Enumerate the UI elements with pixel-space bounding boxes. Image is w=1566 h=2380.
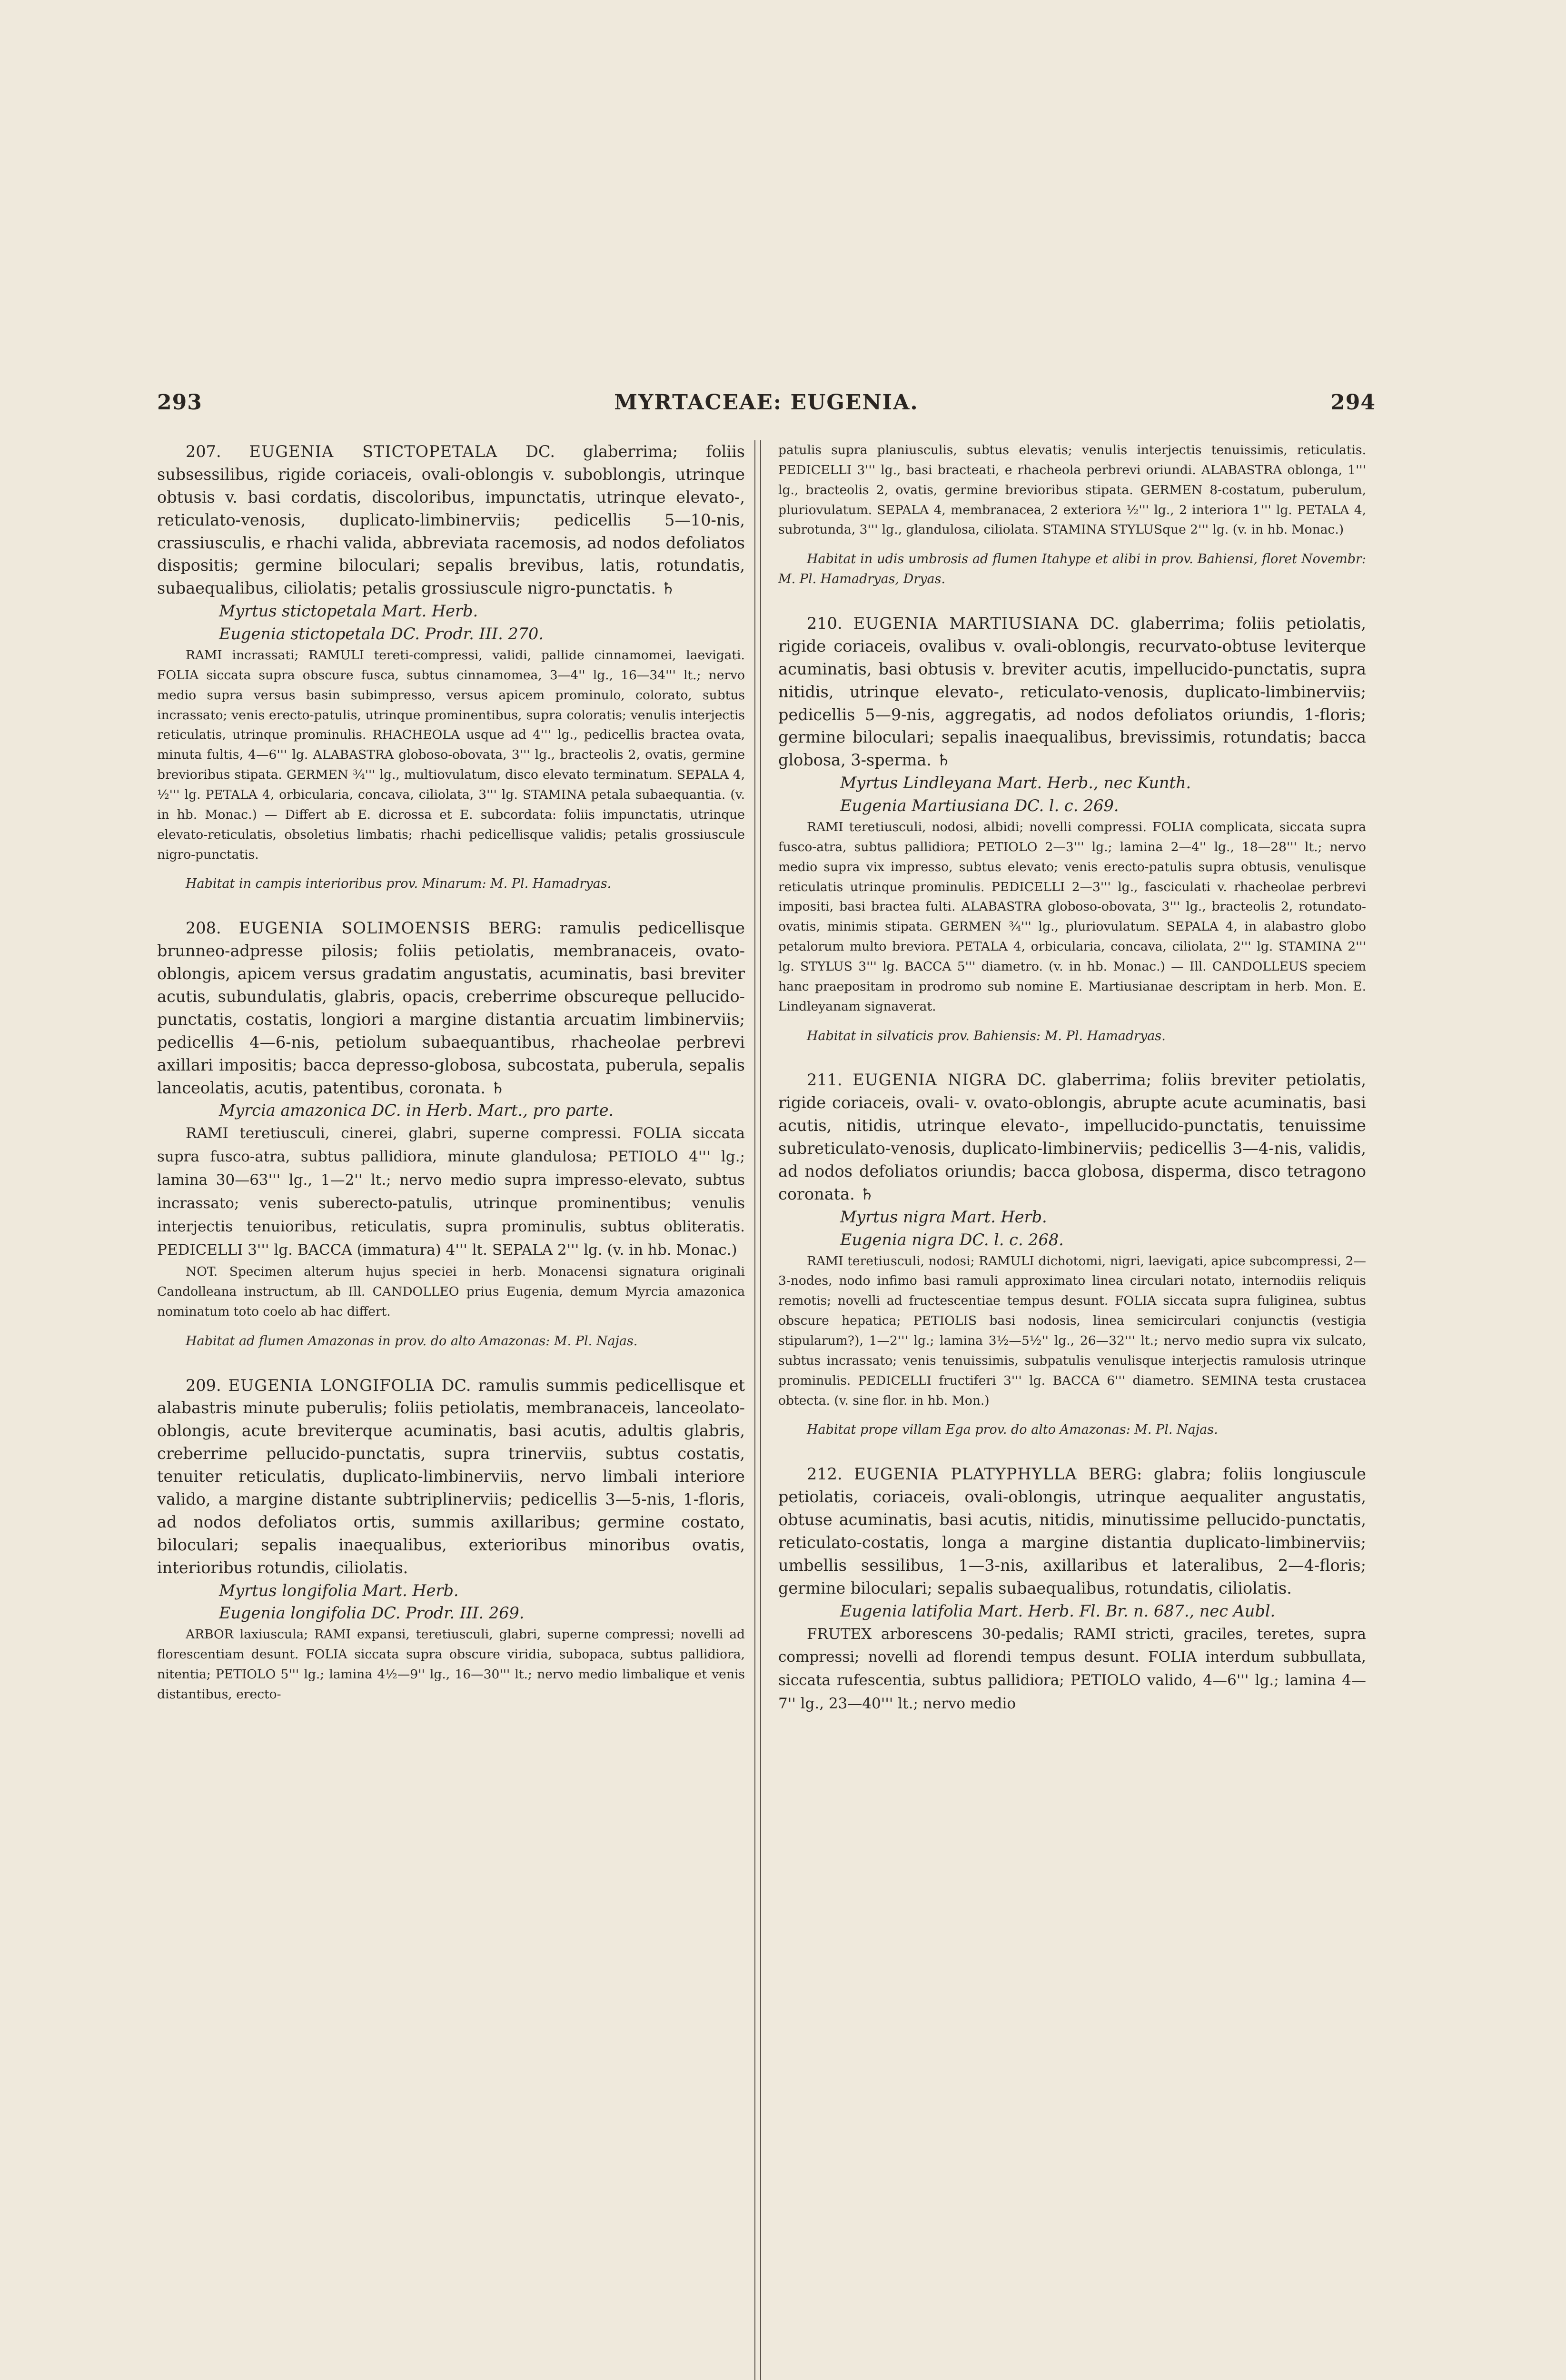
synonym: Eugenia latifolia Mart. Herb. Fl. Br. n. 687., nec Aubl.	[840, 1601, 1276, 1620]
species-entry-212	[778, 1463, 1366, 1599]
species-diagnosis: glaberrima; foliis subsessilibus, rigide coriaceis, ovali-oblongis v. suboblongis, utrinque obtusis v. basi cordatis, discoloribus, impunctatis, utrinque elevato-, reticulato-venosis, duplicato-limbinerviis; pedicellis 5—10-nis, crassiusculis, e rhachi valida, abbreviata racemosis, ad nodos defoliatos dispositis; germine biloculari; sepalis brevibus, latis, rotundatis, subaequalibus, ciliolatis; petalis grossiuscule nigro-punctatis. ♄	[157, 442, 745, 598]
synonym: Myrtus stictopetala Mart. Herb.	[219, 602, 478, 621]
species-description: RAMI teretiusculi, cinerei, glabri, superne compressi. FOLIA siccata supra fusco-atra, subtus pallidiora, minute glandulosa; PETIOLO 4''' lg.; lamina 30—63''' lg., 1—2'' lt.; nervo medio supra impresso-elevato, subtus incrassato; venis suberecto-patulis, utrinque prominentibus; venulis interjectis tenuioribus, reticulatis, supra prominulis, subtus obliteratis. PEDICELLI 3''' lg. BACCA (immatura) 4''' lt. SEPALA 2''' lg. (v. in hb. Monac.)	[157, 1125, 745, 1259]
species-description: RAMI incrassati; RAMULI tereti-compressi, validi, pallide cinnamomei, laevigati. FOLIA siccata supra obscure fusca, subtus cinnamomea, 3—4'' lg., 16—34''' lt.; nervo medio supra versus basin subimpresso, versus apicem prominulo, colorato, subtus incrassato; venis erecto-patulis, utrinque prominentibus, supra coloratis; venulis interjectis reticulatis, utrinque prominulis. RHACHEOLA usque ad 4''' lg., pedicellis bractea ovata, minuta fultis, 4—6''' lg. ALABASTRA globoso-obovata, 3''' lg., bracteolis 2, ovatis, germine brevioribus stipata. GERMEN ¾''' lg., multiovulatum, disco elevato terminatum. SEPALA 4, ½''' lg. PETALA 4, orbicularia, concava, ciliolata, 3''' lg. STAMINA petala subaequantia. (v. in hb. Monac.) — Differt ab E. dicrossa et E. subcordata: foliis impunctatis, utrinque elevato-reticulatis, obsoletius limbatis; rhachi pedicellisque validis; petalis grossiuscule nigro-punctatis.	[157, 648, 745, 862]
species-name: EUGENIA STICTOPETALA	[249, 442, 498, 461]
continued-description: patulis supra planiusculis, subtus elevatis; venulis interjectis tenuissimis, reticulatis. PEDICELLI 3''' lg., basi bracteati, e rhacheola perbrevi oriundi. ALABASTRA oblonga, 1''' lg., bracteolis 2, ovatis, germine brevioribus stipata. GERMEN 8-costatum, puberulum, pluriovulatum. SEPALA 4, membranacea, 2 exteriora ½''' lg., 2 interiora 1''' lg. PETALA 4, subrotunda, 3''' lg., glandulosa, ciliolata. STAMINA STYLUSque 2''' lg. (v. in hb. Monac.)	[778, 443, 1366, 537]
habitat-note: Habitat prope villam Ega prov. do alto Amazonas: M. Pl. Najas.	[807, 1422, 1218, 1438]
species-number: 207.	[186, 442, 221, 461]
synonym: Myrtus Lindleyana Mart. Herb., nec Kunth.	[840, 774, 1191, 793]
species-number: 208.	[186, 919, 221, 938]
species-name: EUGENIA SOLIMOENSIS	[238, 919, 471, 938]
right-column	[778, 440, 1366, 1716]
species-entry-210	[778, 612, 1366, 772]
species-number: 212.	[807, 1465, 842, 1484]
species-author: BERG:	[1089, 1465, 1142, 1484]
species-diagnosis: glabra; foliis longiuscule petiolatis, coriaceis, ovali-oblongis, utrinque aequaliter angustatis, obtuse acuminatis, basi acutis, nitidis, minutissime pellucido-punctatis, reticulato-costatis, longa a margine distantia duplicato-limbinerviis; umbellis sessilibus, 1—3-nis, axillaribus et lateralibus, 2—4-floris; germine biloculari; sepalis subaequalibus, rotundatis, ciliolatis.	[778, 1465, 1367, 1597]
species-name: EUGENIA PLATYPHYLLA	[854, 1465, 1077, 1484]
habitat-note: Habitat in campis interioribus prov. Minarum: M. Pl. Hamadryas.	[186, 876, 612, 892]
species-name: EUGENIA MARTIUSIANA	[853, 614, 1079, 633]
column-divider	[754, 440, 761, 2380]
habitat-note: Habitat in silvaticis prov. Bahiensis: M. Pl. Hamadryas.	[807, 1028, 1166, 1043]
species-number: 210.	[807, 614, 842, 633]
species-diagnosis: ramulis summis pedicellisque et alabastris minute puberulis; foliis petiolatis, membranaceis, lanceolato-oblongis, acute breviterque acuminatis, basi acutis, adultis glabris, creberrime pellucido-punctatis, supra trinerviis, subtus costatis, tenuiter reticulatis, duplicato-limbinerviis, nervo limbali interiore valido, a margine distante subtriplinerviis; pedicellis 3—5-nis, 1-floris, ad nodos defoliatos ortis, summis axillaribus; germine costato, biloculari; sepalis inaequalibus, exterioribus minoribus ovatis, interioribus rotundis, ciliolatis.	[157, 1376, 745, 1577]
species-name: EUGENIA NIGRA	[852, 1071, 1007, 1090]
species-author: BERG:	[488, 919, 542, 938]
synonym: Eugenia Martiusiana DC. l. c. 269.	[840, 796, 1119, 815]
synonym: Eugenia nigra DC. l. c. 268.	[840, 1230, 1064, 1249]
habitat-note: Habitat ad flumen Amazonas in prov. do alto Amazonas: M. Pl. Najas.	[186, 1333, 638, 1349]
synonym: Eugenia longifolia DC. Prodr. III. 269.	[219, 1604, 525, 1623]
species-author: DC.	[1017, 1071, 1047, 1090]
species-diagnosis: ramulis pedicellisque brunneo-adpresse pilosis; foliis petiolatis, membranaceis, ovato-oblongis, apicem versus gradatim angustatis, acuminatis, basi breviter acutis, subundulatis, glabris, opacis, creberrime obscureque pellucido-punctatis, costatis, longiori a margine distantia arcuatim limbinerviis; pedicellis 4—6-nis, petiolum subaequantibus, rhacheolae perbrevi axillari impositis; bacca depresso-globosa, subcostata, puberula, sepalis lanceolatis, acutis, patentibus, coronata. ♄	[157, 919, 745, 1097]
synonym: Eugenia stictopetala DC. Prodr. III. 270.	[219, 625, 544, 644]
species-number: 211.	[807, 1071, 842, 1090]
page-number-left: 293	[157, 390, 202, 415]
species-note: NOT. Specimen alterum hujus speciei in herb. Monacensi signatura originali Candolleana instructum, ab Ill. CANDOLLEO prius Eugenia, demum Myrcia amazonica nominatum toto coelo ab hac differt.	[157, 1264, 745, 1319]
species-number: 209.	[186, 1376, 221, 1395]
species-diagnosis: glaberrima; foliis petiolatis, rigide coriaceis, ovalibus v. ovali-oblongis, recurvato-obtuse leviterque acuminatis, basi obtusis v. breviter acutis, impellucido-punctatis, supra nitidis, utrinque elevato-, reticulato-venosis, duplicato-limbinerviis; pedicellis 5—9-nis, aggregatis, ad nodos defoliatos oriundis, 1-floris; germine biloculari; sepalis inaequalibus, brevissimis, rotundatis; bacca globosa, 3-sperma. ♄	[778, 614, 1367, 770]
species-entry-208	[157, 917, 745, 1099]
species-entry-207	[157, 440, 745, 600]
species-description: RAMI teretiusculi, nodosi, albidi; novelli compressi. FOLIA complicata, siccata supra fusco-atra, subtus pallidiora; PETIOLO 2—3''' lg.; lamina 2—4'' lg., 18—28''' lt.; nervo medio supra vix impresso, subtus elevato; venis erecto-patulis supra obtusis, venulisque reticulatis utrinque prominulis. PEDICELLI 2—3''' lg., fasciculati v. rhacheolae perbrevi impositi, basi bractea fulti. ALABASTRA globoso-obovata, 3''' lg., bracteolis 2, rotundato-ovatis, minimis stipata. GERMEN ¾''' lg., pluriovulatum. SEPALA 4, in alabastro globo petalorum multo breviora. PETALA 4, orbicularia, concava, ciliolata, 2''' lg. STAMINA 2''' lg. STYLUS 3''' lg. BACCA 5''' diametro. (v. in hb. Monac.) — Ill. CANDOLLEUS speciem hanc praepositam in prodromo sub nomine E. Martiusianae descriptam in herb. Mon. E. Lindleyanam signaverat.	[778, 820, 1366, 1014]
running-title: MYRTACEAE: EUGENIA.	[614, 390, 919, 415]
species-diagnosis: glaberrima; foliis breviter petiolatis, rigide coriaceis, ovali- v. ovato-oblongis, abrupte acute acuminatis, basi acutis, nitidis, utrinque elevato-, impellucido-punctatis, tenuissime subreticulato-venosis, duplicato-limbinerviis; pedicellis 3—4-nis, validis, ad nodos defoliatos oriundis; bacca globosa, disperma, disco tetragono coronata. ♄	[778, 1071, 1366, 1203]
page-number-right: 294	[1330, 390, 1376, 415]
species-description: RAMI teretiusculi, nodosi; RAMULI dichotomi, nigri, laevigati, apice subcompressi, 2—3-nodes, nodo infimo basi ramuli approximato linea circulari notato, internodiis reliquis remotis; novelli ad fructescentiae tempus desunt. FOLIA siccata supra fuliginea, subtus obscure hepatica; PETIOLIS basi nodosis, linea semicirculari conjunctis (vestigia stipularum?), 1—2''' lg.; lamina 3½—5½'' lg., 26—32''' lt.; nervo medio supra vix sulcato, subtus incrassato; venis tenuissimis, subpatulis venulisque interjectis ramulosis utrinque prominulis. PEDICELLI fructiferi 3''' lg. BACCA 6''' diametro. SEMINA testa crustacea obtecta. (v. sine flor. in hb. Mon.)	[778, 1253, 1366, 1408]
species-entry-211	[778, 1069, 1366, 1205]
species-name: EUGENIA LONGIFOLIA	[228, 1376, 435, 1395]
species-entry-209	[157, 1374, 745, 1579]
synonym: Myrtus nigra Mart. Herb.	[840, 1207, 1047, 1226]
page-header	[157, 390, 1376, 428]
species-author: DC.	[441, 1376, 471, 1395]
synonym: Myrcia amazonica DC. in Herb. Mart., pro parte.	[219, 1101, 614, 1120]
species-description: ARBOR laxiuscula; RAMI expansi, teretiusculi, glabri, superne compressi; novelli ad florescentiam desunt. FOLIA siccata supra obscure viridia, subopaca, subtus pallidiora, nitentia; PETIOLO 5''' lg.; lamina 4½—9'' lg., 16—30''' lt.; nervo medio limbalique et venis distantibus, erecto-	[157, 1627, 745, 1702]
species-author: DC.	[525, 442, 555, 461]
synonym: Myrtus longifolia Mart. Herb.	[219, 1581, 459, 1600]
left-column	[157, 440, 745, 1705]
habitat-note: Habitat in udis umbrosis ad flumen Itahype et alibi in prov. Bahiensi, floret Novembr: M. Pl. Hamadryas, Dryas.	[778, 552, 1366, 587]
species-author: DC.	[1090, 614, 1120, 633]
species-description: FRUTEX arborescens 30-pedalis; RAMI stricti, graciles, teretes, supra compressi; novelli ad florendi tempus desunt. FOLIA interdum subbullata, siccata rufescentia, subtus pallidiora; PETIOLO valido, 4—6''' lg.; lamina 4—7'' lg., 23—40''' lt.; nervo medio	[778, 1625, 1366, 1713]
